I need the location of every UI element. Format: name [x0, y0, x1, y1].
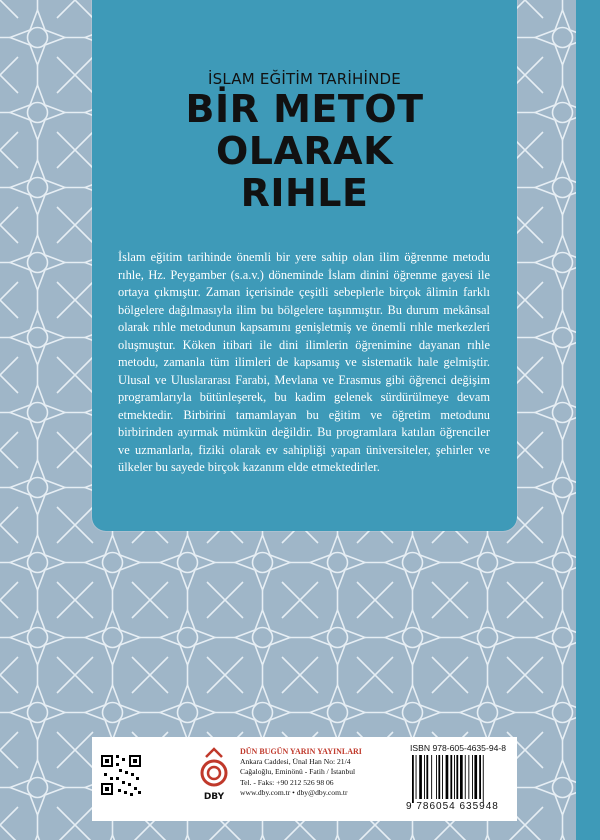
cover-text-panel — [92, 0, 517, 531]
publisher-details — [240, 747, 410, 798]
spine-strip — [576, 0, 600, 840]
barcode-bar — [479, 755, 481, 799]
barcode-bar — [460, 755, 463, 799]
book-title-line-3: RIHLE — [240, 171, 369, 215]
barcode-bar — [442, 755, 443, 799]
barcode-bar — [446, 755, 449, 799]
publisher-address-line-1: Ankara Caddesi, Ünal Han No: 21/4 — [240, 757, 351, 767]
back-cover-blurb: İslam eğitim tarihinde önemli bir yere sahip olan ilim öğrenme metodu rıhle, Hz. Peygamber (s.a.v.) döneminde İslam dinini öğrenme gayesi ile ortaya çıkmıştır. Zaman içerisinde çeşitli sebeplerle birçok âlimin farklı bölgelere dağılmasıyla ilim bu bölgelere taşınmıştır. Bu durum mekânsal olarak rıhle metodunun kapsamını genişletmiş ve önemli rıhle merkezleri oluşmuştur. Köken itibari ile dini ilimlerin öğrenimine dayanan rıhle metodu, zamanla tüm ilimleri de kapsamış ve sistematik hale gelmiştir. Ulusal ve Uluslararası Farabi, Mevlana ve Erasmus gibi öğrenci değişim programlarıyla bütünleşerek, bu kadim gelenek sürdürülmeye devam etmektedir. Birbirini tamamlayan bu eğitim ve öğretim metodunu birbirinden ayırmak mümkün değildir. Bu programlara katılan öğrenciler ve uzmanlarla, fiziki olarak ev sahipliği yapan üniversiteler, şehirler ve ülkeler bu sayede birçok kazanım elde etmektedirler. — [118, 250, 490, 474]
book-title-line-1: BİR METOT — [185, 87, 424, 131]
barcode-bar — [465, 755, 466, 799]
svg-text:DBY: DBY — [203, 792, 225, 802]
barcode-bar — [419, 755, 422, 799]
barcode-bar — [426, 755, 428, 799]
publisher-name: DÜN BUGÜN YARIN YAYINLARI — [240, 747, 362, 756]
barcode-bar — [416, 755, 417, 799]
publisher-logo-icon — [194, 743, 234, 809]
barcode-bar — [456, 755, 458, 799]
barcode-bar — [438, 755, 440, 799]
qr-code-icon — [100, 743, 142, 809]
barcode-icon — [410, 755, 510, 805]
isbn-label: ISBN 978-605-4635-94-8 — [410, 743, 507, 753]
barcode-bar — [431, 755, 432, 799]
barcode-bar — [424, 755, 425, 799]
isbn-number: 9 786054 635948 — [406, 801, 499, 812]
book-title-line-2: OLARAK — [215, 129, 394, 173]
barcode-bar — [472, 755, 473, 799]
barcode-bar — [468, 755, 469, 799]
barcode-bar — [454, 755, 455, 799]
publisher-info-strip — [92, 737, 517, 821]
publisher-address-line-2: Cağaloğlu, Eminönü - Fatih / İstanbul — [240, 767, 356, 777]
barcode-bar — [436, 755, 437, 799]
barcode-bar — [450, 755, 452, 799]
barcode-bar — [474, 755, 477, 799]
book-subtitle: İSLAM EĞİTİM TARİHİNDE — [208, 70, 401, 88]
barcode-bar — [483, 755, 484, 803]
publisher-web: www.dby.com.tr • dby@dby.com.tr — [240, 787, 348, 797]
barcode-bar — [412, 755, 414, 803]
publisher-phone: Tel. - Faks: +90 212 526 98 06 — [240, 777, 334, 787]
